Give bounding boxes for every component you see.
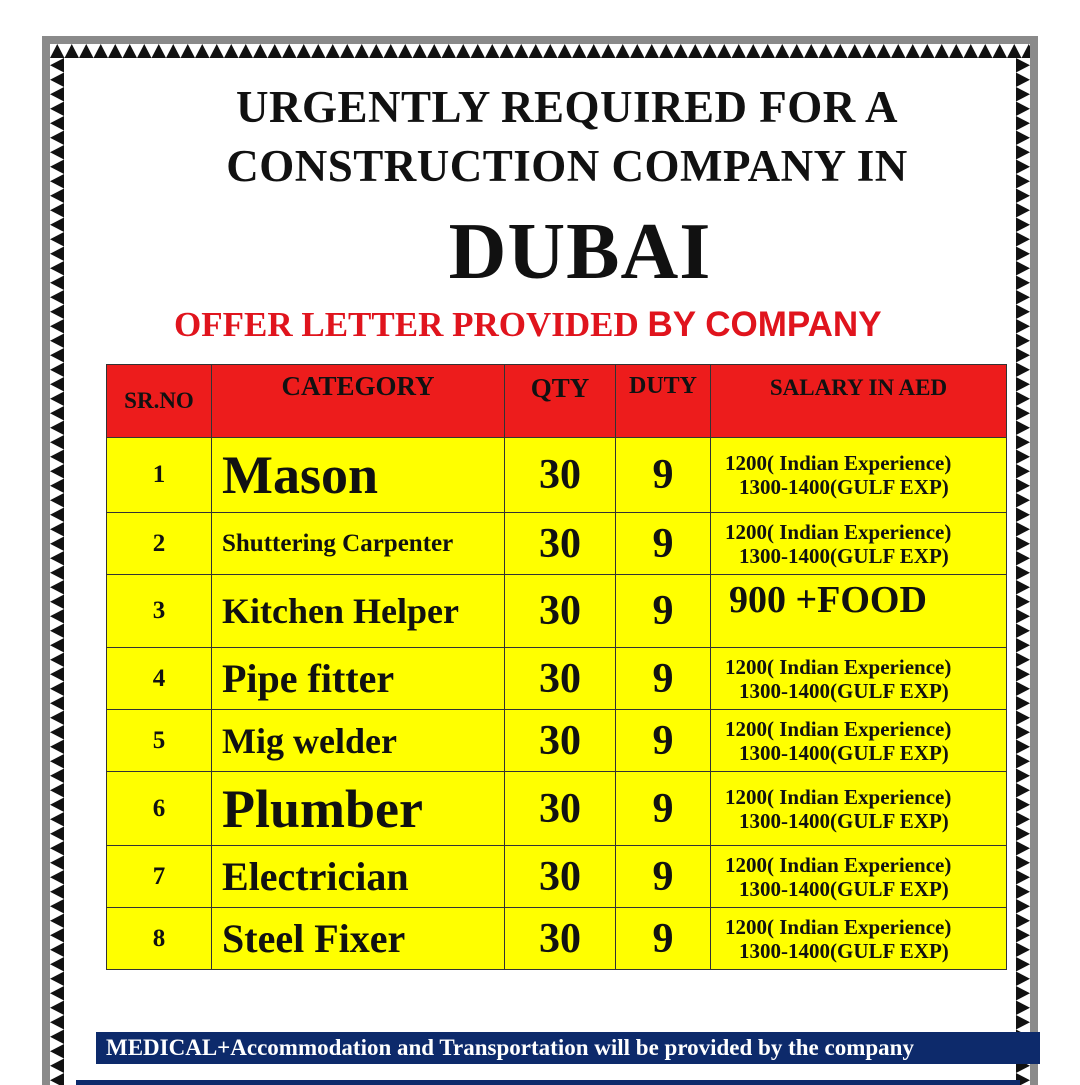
- header-qty: QTY: [505, 365, 616, 438]
- header-salary: SALARY IN AED: [711, 365, 1007, 438]
- row-category: Pipe fitter: [212, 648, 505, 710]
- row-duty: 9: [616, 908, 711, 970]
- salary-gulf: 1300-1400(GULF EXP): [739, 678, 949, 703]
- row-sr-no: 3: [107, 575, 212, 648]
- row-duty: 9: [616, 648, 711, 710]
- row-category: Steel Fixer: [212, 908, 505, 970]
- salary-gulf: 1300-1400(GULF EXP): [739, 475, 949, 499]
- row-sr-no: 5: [107, 710, 212, 772]
- salary-gulf: 1300-1400(GULF EXP): [739, 740, 949, 765]
- offer-part-2: BY COMPANY: [647, 305, 882, 344]
- row-salary: [711, 575, 1007, 648]
- salary-indian: 1200( Indian Experience): [725, 654, 952, 679]
- row-sr-no: 6: [107, 772, 212, 846]
- row-category: Kitchen Helper: [212, 575, 505, 648]
- row-qty: 30: [505, 772, 616, 846]
- salary-indian: 1200( Indian Experience): [725, 914, 952, 939]
- header-category: CATEGORY: [212, 365, 505, 438]
- row-qty: 30: [505, 513, 616, 575]
- row-qty: 30: [505, 710, 616, 772]
- salary-indian: 1200( Indian Experience): [725, 451, 952, 475]
- table-row: [107, 648, 1007, 710]
- salary-indian: 1200( Indian Experience): [725, 784, 952, 809]
- header-duty: DUTY: [616, 365, 711, 438]
- headline-line-2: CONSTRUCTION COMPANY IN: [226, 141, 908, 191]
- row-duty: 9: [616, 772, 711, 846]
- row-sr-no: 7: [107, 846, 212, 908]
- table-row: [107, 575, 1007, 648]
- salary-gulf: 1300-1400(GULF EXP): [739, 938, 949, 963]
- salary-gulf: 1300-1400(GULF EXP): [739, 808, 949, 833]
- row-salary: [711, 710, 1007, 772]
- row-category: Shuttering Carpenter: [212, 513, 505, 575]
- row-duty: 9: [616, 438, 711, 513]
- row-sr-no: 2: [107, 513, 212, 575]
- salary-indian: 1200( Indian Experience): [725, 716, 952, 741]
- row-salary: [711, 908, 1007, 970]
- row-qty: 30: [505, 575, 616, 648]
- table-header-row: [107, 365, 1007, 438]
- row-duty: 9: [616, 513, 711, 575]
- offer-part-1: OFFER LETTER PROVIDED: [174, 305, 639, 344]
- salary-gulf: 1300-1400(GULF EXP): [739, 543, 949, 568]
- row-category: Electrician: [212, 846, 505, 908]
- salary-food: 900 +FOOD: [729, 579, 927, 621]
- headline-location: DUBAI: [448, 208, 712, 296]
- row-sr-no: 8: [107, 908, 212, 970]
- table-row: [107, 846, 1007, 908]
- row-category: Mig welder: [212, 710, 505, 772]
- headline-line-1: URGENTLY REQUIRED FOR A: [235, 82, 899, 132]
- row-salary: [711, 513, 1007, 575]
- row-salary: [711, 772, 1007, 846]
- row-sr-no: 1: [107, 438, 212, 513]
- table-row: [107, 438, 1007, 513]
- bottom-divider: [76, 1080, 1020, 1085]
- row-sr-no: 4: [107, 648, 212, 710]
- salary-gulf: 1300-1400(GULF EXP): [739, 876, 949, 901]
- row-category: Plumber: [212, 772, 505, 846]
- offer-letter-banner: [174, 303, 882, 347]
- row-salary: [711, 438, 1007, 513]
- header-sr-no: SR.NO: [107, 365, 212, 438]
- table-row: [107, 908, 1007, 970]
- table-row: [107, 513, 1007, 575]
- row-duty: 9: [616, 710, 711, 772]
- row-qty: 30: [505, 648, 616, 710]
- salary-indian: 1200( Indian Experience): [725, 852, 952, 877]
- row-qty: 30: [505, 908, 616, 970]
- row-salary: [711, 846, 1007, 908]
- row-duty: 9: [616, 846, 711, 908]
- salary-indian: 1200( Indian Experience): [725, 519, 952, 544]
- benefits-footer-bar: MEDICAL+Accommodation and Transportation will be provided by the company: [96, 1032, 1040, 1064]
- row-salary: [711, 648, 1007, 710]
- row-category: Mason: [212, 438, 505, 513]
- table-row: [107, 772, 1007, 846]
- row-duty: 9: [616, 575, 711, 648]
- row-qty: 30: [505, 846, 616, 908]
- jobs-table: [106, 364, 1007, 970]
- table-row: [107, 710, 1007, 772]
- row-qty: 30: [505, 438, 616, 513]
